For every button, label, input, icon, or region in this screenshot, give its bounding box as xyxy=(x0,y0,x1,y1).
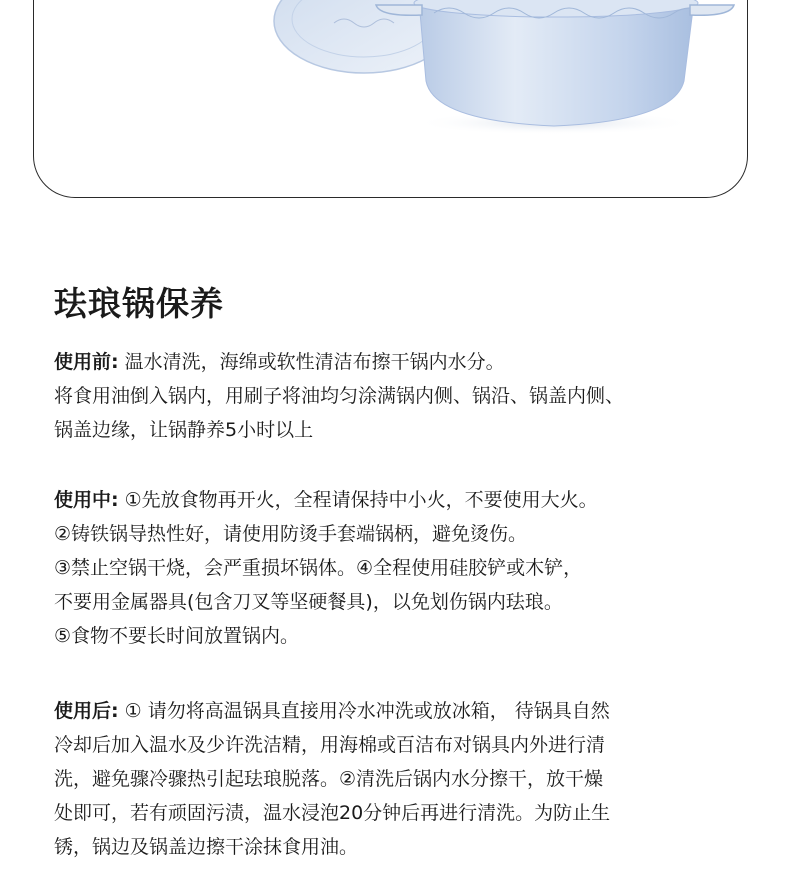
section-before-use xyxy=(54,345,754,447)
text-line: 处即可，若有顽固污渍，温水浸泡20分钟后再进行清洗。为防止生 xyxy=(54,802,611,824)
text-line: 将食用油倒入锅内，用刷子将油均匀涂满锅内侧、锅沿、锅盖内侧、 xyxy=(54,385,625,407)
text-line xyxy=(54,694,754,728)
text-line: ②铸铁锅导热性好，请使用防烫手套端锅柄，避免烫伤。 xyxy=(54,523,528,545)
text-line: ⑤食物不要长时间放置锅内。 xyxy=(54,625,300,647)
section-during-use xyxy=(54,483,754,653)
text-line: ③禁止空锅干烧，会严重损坏锅体。④全程使用硅胶铲或木铲， xyxy=(54,557,583,579)
text-line: 冷却后加入温水及少许洗洁精，用海棉或百洁布对锅具内外进行清 xyxy=(54,734,606,756)
product-image-frame xyxy=(33,0,748,198)
section-label: 使用后: xyxy=(54,700,119,722)
text-line: 锈，锅边及锅盖边擦干涂抹食用油。 xyxy=(54,836,359,858)
section-after-use xyxy=(54,694,754,864)
text-line-content: ①先放食物再开火，全程请保持中小火，不要使用大火。 xyxy=(118,489,598,511)
section-label: 使用中: xyxy=(54,489,119,511)
section-label: 使用前: xyxy=(54,351,119,373)
text-line: 不要用金属器具(包含刀叉等坚硬餐具)，以免划伤锅内珐琅。 xyxy=(54,591,563,613)
text-line-content: ① 请勿将高温锅具直接用冷水冲洗或放冰箱， 待锅具自然 xyxy=(118,700,610,722)
page-title: 珐琅锅保养 xyxy=(54,284,224,323)
pot-body xyxy=(376,0,734,126)
text-line-content: 温水清洗，海绵或软性清洁布擦干锅内水分。 xyxy=(118,351,505,373)
text-line: 洗，避免骤冷骤热引起珐琅脱落。②清洗后锅内水分擦干，放干燥 xyxy=(54,768,604,790)
text-line xyxy=(54,345,754,379)
text-line: 锅盖边缘，让锅静养5小时以上 xyxy=(54,419,314,441)
text-line xyxy=(54,483,754,517)
enamel-pot-image xyxy=(34,0,748,198)
